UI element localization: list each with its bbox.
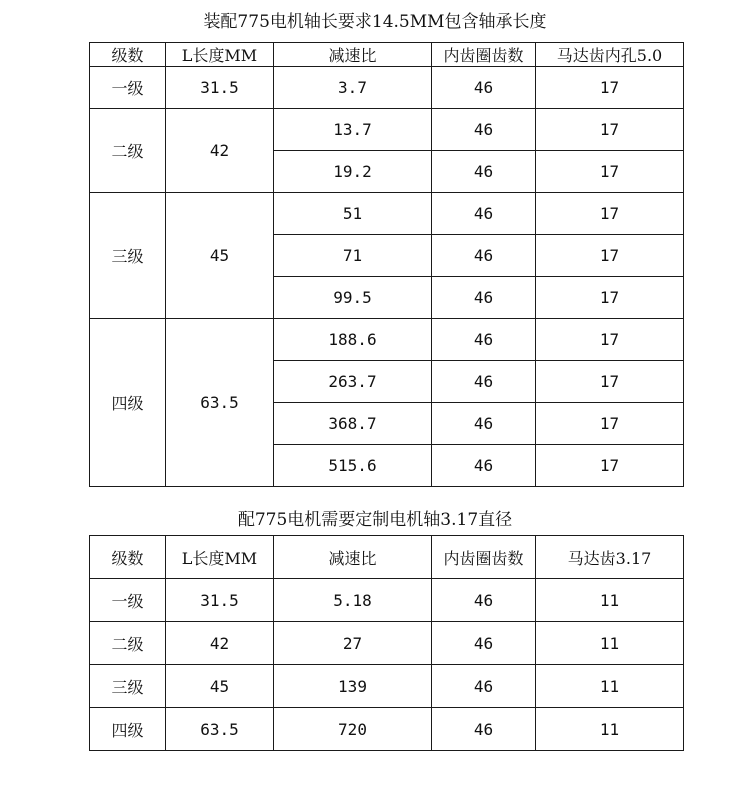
motor-teeth-cell: 11 xyxy=(536,708,684,751)
stage-cell: 三级 xyxy=(90,193,166,319)
table-row xyxy=(90,665,684,708)
ring-teeth-cell: 46 xyxy=(432,67,536,109)
header-ratio: 减速比 xyxy=(274,536,432,579)
ratio-cell: 368.7 xyxy=(274,403,432,445)
length-cell: 63.5 xyxy=(166,319,274,487)
motor-teeth-cell: 17 xyxy=(536,235,684,277)
motor-teeth-cell: 17 xyxy=(536,361,684,403)
table-header-row xyxy=(90,43,684,67)
ratio-cell: 263.7 xyxy=(274,361,432,403)
header-stage: 级数 xyxy=(90,43,166,67)
ring-teeth-cell: 46 xyxy=(432,193,536,235)
length-cell: 45 xyxy=(166,193,274,319)
ring-teeth-cell: 46 xyxy=(432,579,536,622)
gear-ratio-table-custom-shaft xyxy=(89,535,684,751)
motor-teeth-cell: 17 xyxy=(536,319,684,361)
ring-teeth-cell: 46 xyxy=(432,277,536,319)
table2-caption: 配775电机需要定制电机轴3.17直径 xyxy=(237,510,513,530)
ratio-cell: 19.2 xyxy=(274,151,432,193)
ratio-cell: 720 xyxy=(274,708,432,751)
table-row xyxy=(90,67,684,109)
stage-cell: 二级 xyxy=(90,622,166,665)
ring-teeth-cell: 46 xyxy=(432,109,536,151)
table1-caption: 装配775电机轴长要求14.5MM包含轴承长度 xyxy=(203,12,547,32)
length-cell: 31.5 xyxy=(166,579,274,622)
table-row xyxy=(90,579,684,622)
motor-teeth-cell: 17 xyxy=(536,151,684,193)
motor-teeth-cell: 17 xyxy=(536,445,684,487)
table-row xyxy=(90,193,684,235)
stage-cell: 四级 xyxy=(90,319,166,487)
ratio-cell: 515.6 xyxy=(274,445,432,487)
motor-teeth-cell: 17 xyxy=(536,67,684,109)
header-ring-teeth: 内齿圈齿数 xyxy=(432,43,536,67)
stage-cell: 四级 xyxy=(90,708,166,751)
ratio-cell: 5.18 xyxy=(274,579,432,622)
motor-teeth-cell: 17 xyxy=(536,109,684,151)
ratio-cell: 51 xyxy=(274,193,432,235)
table-row xyxy=(90,319,684,361)
ratio-cell: 71 xyxy=(274,235,432,277)
motor-teeth-cell: 17 xyxy=(536,193,684,235)
ring-teeth-cell: 46 xyxy=(432,235,536,277)
ring-teeth-cell: 46 xyxy=(432,403,536,445)
header-ring-teeth: 内齿圈齿数 xyxy=(432,536,536,579)
table-row xyxy=(90,109,684,151)
header-motor-teeth: 马达齿3.17 xyxy=(536,536,684,579)
header-ratio: 减速比 xyxy=(274,43,432,67)
header-motor-teeth: 马达齿内孔5.0 xyxy=(536,43,684,67)
motor-teeth-cell: 17 xyxy=(536,403,684,445)
ring-teeth-cell: 46 xyxy=(432,708,536,751)
stage-cell: 二级 xyxy=(90,109,166,193)
table-header-row xyxy=(90,536,684,579)
gear-ratio-table-775 xyxy=(89,42,684,487)
ring-teeth-cell: 46 xyxy=(432,151,536,193)
length-cell: 42 xyxy=(166,109,274,193)
motor-teeth-cell: 11 xyxy=(536,622,684,665)
stage-cell: 三级 xyxy=(90,665,166,708)
header-length: L长度MM xyxy=(166,43,274,67)
length-cell: 42 xyxy=(166,622,274,665)
length-cell: 63.5 xyxy=(166,708,274,751)
length-cell: 45 xyxy=(166,665,274,708)
ring-teeth-cell: 46 xyxy=(432,361,536,403)
ring-teeth-cell: 46 xyxy=(432,665,536,708)
table-row xyxy=(90,708,684,751)
motor-teeth-cell: 17 xyxy=(536,277,684,319)
stage-cell: 一级 xyxy=(90,67,166,109)
ratio-cell: 188.6 xyxy=(274,319,432,361)
ratio-cell: 13.7 xyxy=(274,109,432,151)
ring-teeth-cell: 46 xyxy=(432,445,536,487)
header-length: L长度MM xyxy=(166,536,274,579)
motor-teeth-cell: 11 xyxy=(536,579,684,622)
table-row xyxy=(90,622,684,665)
ring-teeth-cell: 46 xyxy=(432,319,536,361)
ratio-cell: 3.7 xyxy=(274,67,432,109)
ratio-cell: 27 xyxy=(274,622,432,665)
ring-teeth-cell: 46 xyxy=(432,622,536,665)
ratio-cell: 139 xyxy=(274,665,432,708)
header-stage: 级数 xyxy=(90,536,166,579)
stage-cell: 一级 xyxy=(90,579,166,622)
ratio-cell: 99.5 xyxy=(274,277,432,319)
length-cell: 31.5 xyxy=(166,67,274,109)
motor-teeth-cell: 11 xyxy=(536,665,684,708)
